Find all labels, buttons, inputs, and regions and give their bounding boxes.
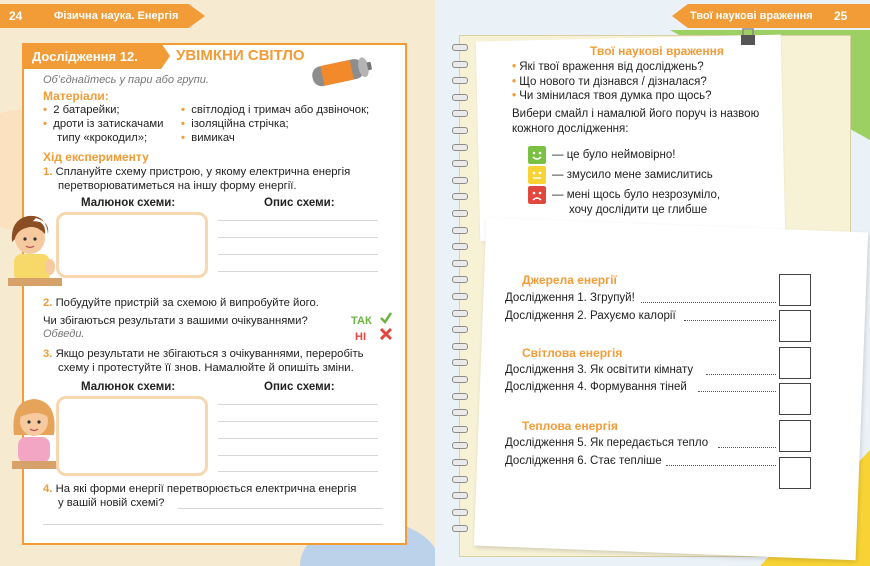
spiral-ring [452,393,468,400]
section-heading: Джерела енергії [522,273,617,287]
step-text: перетворюватиметься на іншу форму енергії. [58,180,297,192]
answer-line[interactable] [218,455,378,456]
spiral-ring [452,210,468,217]
instruction-line: кожного дослідження: [512,122,629,135]
step-text: Побудуйте пристрій за схемою й випробуйте його. [55,297,319,309]
answer-line[interactable] [218,421,378,422]
material-item: вимикач [191,132,235,144]
smiley-box[interactable] [779,274,811,306]
smiley-description: хочу дослідити це глибше [569,204,708,216]
dotted-line [666,465,776,466]
schema-drawing-label: Малюнок схеми: [81,381,176,393]
yes-option[interactable]: ТАК [351,315,372,327]
spiral-ring [452,426,468,433]
cross-icon [379,327,393,341]
schema-drawing-box[interactable] [56,396,208,476]
material-item: світлодіод і тримач або дзвіночок; [191,104,370,116]
dotted-line [698,391,776,392]
spiral-ring [452,293,468,300]
materials-list-2: • світлодіод і тримач або дзвіночок; • ізоляційна стрічка; • вимикач [181,104,370,144]
schema-desc-label: Опис схеми: [264,381,335,393]
spiral-ring [452,227,468,234]
intro-text: Об’єднайтесь у пари або групи. [43,74,209,86]
step-number: 1. [43,166,53,178]
step-number: 4. [43,483,53,495]
note-title: Твої наукові враження [590,44,724,58]
step-number: 2. [43,297,53,309]
step-text: у вашій новій схемі? [58,497,165,509]
study-item: Дослідження 3. Як освітити кімнату [505,364,694,376]
spiral-ring [452,459,468,466]
neutral-face-icon [528,166,546,184]
schema-desc-label: Опис схеми: [264,197,335,209]
step-3 [43,347,364,375]
schema-drawing-label: Малюнок схеми: [81,197,176,209]
spiral-ring [452,476,468,483]
spiral-ring [452,359,468,366]
spiral-ring [452,94,468,101]
spiral-ring [452,492,468,499]
dotted-line [684,320,776,321]
schema-drawing-box[interactable] [56,212,208,278]
answer-line[interactable] [218,438,378,439]
spiral-ring [452,409,468,416]
instruction-line: Вибери смайл і намалюй його поруч із назвою [512,108,760,120]
answer-line[interactable] [218,254,378,255]
question-item: Що нового ти дізнався / дізналася? [519,75,707,88]
spiral-ring [452,310,468,317]
question-item: Які твої враження від досліджень? [519,61,704,73]
dotted-line [718,447,776,448]
dotted-line [641,302,776,303]
spiral-ring [452,144,468,151]
material-item: типу «крокодил»; [57,132,148,144]
section-heading: Теплова енергія [522,419,618,433]
spiral-ring [452,509,468,516]
spiral-ring [452,127,468,134]
instruction-text [512,107,759,136]
spiral-ring [452,160,468,167]
spiral-ring [452,525,468,532]
spiral-ring [452,61,468,68]
circle-hint: Обведи. [43,328,85,340]
answer-line[interactable] [43,524,383,525]
materials-list-1: • 2 батарейки; • дроти із затискачами типу «крокодил»; [43,104,164,144]
smiley-box[interactable] [779,347,811,379]
question-item: Чи змінилася твоя думка про щось? [519,90,712,102]
answer-line[interactable] [218,220,378,221]
material-item: дроти із затискачами [53,118,164,130]
step-1 [43,165,350,193]
answer-line[interactable] [218,471,378,472]
spiral-ring [452,326,468,333]
answer-line[interactable] [178,508,383,509]
smiley-description: — це було неймовірно! [552,149,676,161]
page-number: 25 [834,9,848,23]
page-header-title: Твої наукові враження [690,10,813,22]
answer-line[interactable] [218,237,378,238]
sad-face-icon [528,186,546,204]
spiral-ring [452,77,468,84]
study-item: Дослідження 6. Стає тепліше [505,455,662,467]
study-label: Дослідження 12. [32,49,138,64]
page-number: 24 [9,9,23,23]
spiral-ring [452,243,468,250]
check-icon [379,311,393,325]
spiral-ring [452,260,468,267]
study-title: УВІМКНИ СВІТЛО [176,47,305,64]
section-heading: Світлова енергія [522,346,623,360]
spiral-ring [452,376,468,383]
smiley-box[interactable] [779,420,811,452]
spiral-ring [452,193,468,200]
materials-heading: Матеріали: [43,89,109,103]
smiley-box[interactable] [779,383,811,415]
smiley-box[interactable] [779,457,811,489]
smiley-description: — мені щось було незрозуміло, [552,189,721,201]
spiral-ring [452,44,468,51]
step-number: 3. [43,348,53,360]
study-item: Дослідження 2. Рахуємо калорії [505,310,676,322]
smiley-box[interactable] [779,310,811,342]
step-2 [43,296,319,310]
question-text: Чи збігаються результати з вашими очікуваннями? [43,315,308,327]
spiral-ring [452,343,468,350]
answer-line[interactable] [218,404,378,405]
study-item: Дослідження 1. Згрупуй! [505,292,635,304]
binder-clip-icon [738,27,758,47]
step-text: На які форми енергії перетворюється електрична енергія [55,483,357,495]
material-item: 2 батарейки; [53,104,120,116]
step-text: схему і протестуйте її знов. Намалюйте й опишіть зміни. [58,362,354,374]
study-item: Дослідження 4. Формування тіней [505,381,687,393]
dotted-line [706,374,776,375]
material-item: ізоляційна стрічка; [191,118,289,130]
step-text: Якщо результати не збігаються з очікуваннями, переробіть [55,348,364,360]
page-header-title: Фізична наука. Енергія [54,10,179,22]
spiral-ring [452,276,468,283]
smiley-description: — змусило мене замислитись [552,169,713,181]
step-text: Сплануйте схему пристрою, у якому електрична енергія [55,166,351,178]
no-option[interactable]: НІ [355,331,366,343]
spiral-ring [452,442,468,449]
answer-line[interactable] [218,271,378,272]
study-item: Дослідження 5. Як передається тепло [505,437,709,449]
happy-face-icon [528,146,546,164]
battery-icon [308,54,374,90]
spiral-ring [452,177,468,184]
spiral-ring [452,110,468,117]
procedure-heading: Хід експерименту [43,150,149,164]
questions-list: • Які твої враження від досліджень? • Що нового ти дізнався / дізналася? • Чи змінилася твоя думка про щось? [512,61,712,102]
step-4 [43,482,356,510]
